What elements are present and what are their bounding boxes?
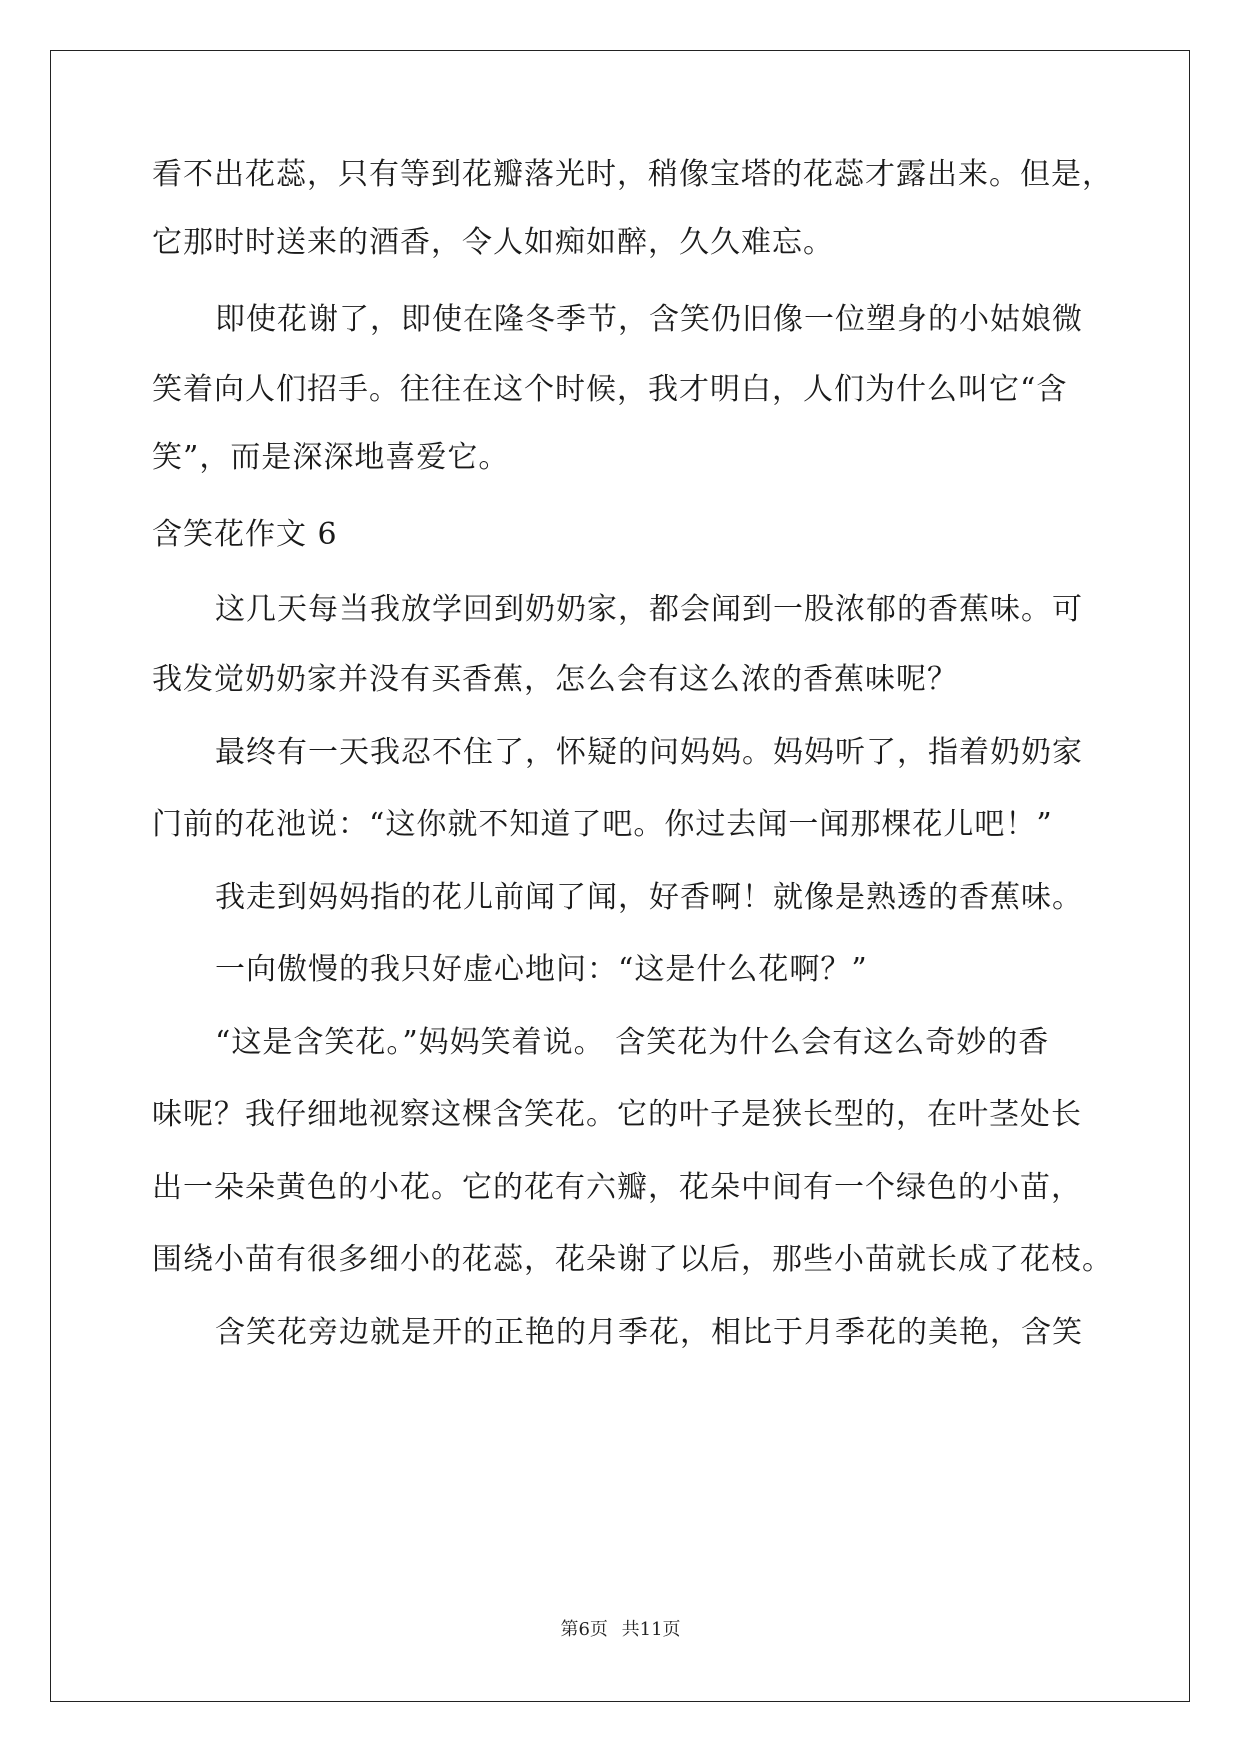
text-line: 即使花谢了，即使在隆冬季节，含笑仍旧像一位塑身的小姑娘微 bbox=[215, 302, 1083, 337]
page-total: 共11页 bbox=[621, 1619, 681, 1640]
text-line: 笑着向人们招手。往往在这个时候，我才明白，人们为什么叫它“含 bbox=[152, 372, 1068, 407]
text-line: 我发觉奶奶家并没有买香蕉，怎么会有这么浓的香蕉味呢？ bbox=[152, 662, 958, 697]
text-line: “这是含笑花。”妈妈笑着说。 含笑花为什么会有这么奇妙的香 bbox=[215, 1025, 1050, 1060]
page-number: 第6页 bbox=[560, 1619, 608, 1640]
text-line: 我走到妈妈指的花儿前闻了闻，好香啊！就像是熟透的香蕉味。 bbox=[215, 880, 1083, 915]
text-line: 门前的花池说：“这你就不知道了吧。你过去闻一闻那棵花儿吧！” bbox=[152, 807, 1053, 842]
text-line: 这几天每当我放学回到奶奶家，都会闻到一股浓郁的香蕉味。可 bbox=[215, 592, 1083, 627]
text-line: 含笑花旁边就是开的正艳的月季花，相比于月季花的美艳，含笑 bbox=[215, 1315, 1083, 1350]
text-line: 味呢？我仔细地视察这棵含笑花。它的叶子是狭长型的，在叶茎处长 bbox=[152, 1097, 1082, 1132]
text-line: 出一朵朵黄色的小花。它的花有六瓣，花朵中间有一个绿色的小苗， bbox=[152, 1170, 1082, 1205]
page-border bbox=[50, 50, 1190, 1702]
text-line: 一向傲慢的我只好虚心地问：“这是什么花啊？” bbox=[215, 952, 868, 987]
page-footer bbox=[0, 1618, 1241, 1642]
section-heading: 含笑花作文 6 bbox=[152, 517, 338, 552]
text-line: 笑”，而是深深地喜爱它。 bbox=[152, 440, 510, 475]
text-line: 最终有一天我忍不住了，怀疑的问妈妈。妈妈听了，指着奶奶家 bbox=[215, 735, 1083, 770]
text-line: 它那时时送来的酒香，令人如痴如醉，久久难忘。 bbox=[152, 225, 834, 260]
text-line: 围绕小苗有很多细小的花蕊，花朵谢了以后，那些小苗就长成了花枝。 bbox=[152, 1242, 1113, 1277]
text-line: 看不出花蕊，只有等到花瓣落光时，稍像宝塔的花蕊才露出来。但是， bbox=[152, 157, 1113, 192]
